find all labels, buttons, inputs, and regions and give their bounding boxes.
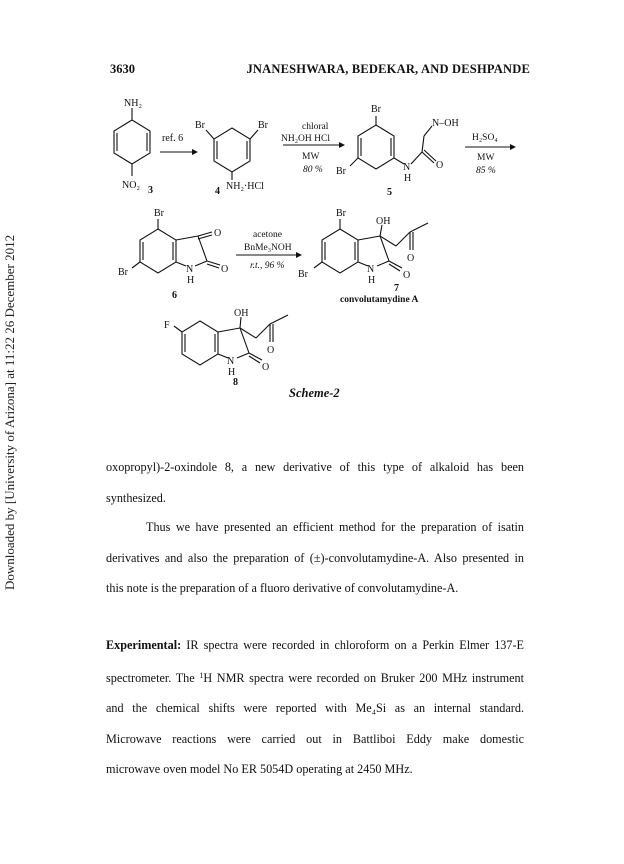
download-note-text: Downloaded by [University of Arizona] at 11:22 26 December 2012 [2,234,17,590]
compound-number-7: 7 [394,283,399,294]
exp-line-1 [106,630,524,661]
compound-3-structure [114,108,150,176]
p2-line-3: this note is the preparation of a fluoro derivative of convolutamydine-A. [106,581,459,595]
label-o-7b: O [403,270,411,281]
label-br-4a: Br [195,120,205,131]
yield-80: 80 % [303,165,323,175]
p1-line-1: oxopropyl)-2-oxindole 8, a new derivative of this type of alkaloid has been [106,460,524,474]
exp-line-2 [106,661,524,694]
compound-4-structure [206,128,258,180]
label-n-7: N [367,264,375,275]
label-br-6a: Br [154,208,164,219]
exp-line-4: Microwave reactions were carried out in Battliboi Eddy make domestic [106,731,524,746]
p1-line-2: synthesized. [106,490,166,505]
reaction-scheme [0,0,624,400]
label-o-8b: O [262,362,270,373]
label-br-5a: Br [371,104,381,115]
p2-line-2: derivatives and also the preparation of (±)-convolutamydine-A. Also presented in [106,550,524,565]
p2-line-1: Thus we have presented an efficient method for the preparation of isatin [146,520,524,534]
label-n-8: N [227,356,235,367]
compound-number-6: 6 [172,290,177,301]
reagent-chloral: chloral [302,122,329,132]
page-number: 3630 [110,62,135,76]
compound-number-4: 4 [215,186,220,197]
label-h-7: H [368,275,376,286]
label-n-6: N [186,264,194,275]
exp-line-2-a: spectrometer. The [106,670,200,685]
exp-line-5: microwave oven model No ER 5054D operating at 2450 MHz. [106,762,413,776]
compound-number-3: 3 [148,185,153,196]
reagent-mw-1: MW [302,152,320,162]
exp-line-1-text: IR spectra were recorded in chloroform on a Perkin Elmer 137-E [181,638,524,652]
label-oh-7: OH [376,216,391,227]
label-h-6: H [187,275,195,286]
compound-number-5: 5 [387,187,392,198]
label-noh: N–OH [432,118,459,129]
label-o-6a: O [214,228,222,239]
compound-5-structure [350,116,436,169]
running-head: JNANESHWARA, BEDEKAR, AND DESHPANDE [246,62,530,76]
exp-superscript: 1 [199,670,204,680]
label-br-6b: Br [118,267,128,278]
label-o-5: O [436,160,444,171]
label-nh2: NH₂ [124,98,142,109]
reagent-bnme3noh: BnMe₃NOH [244,243,292,253]
reagent-acetone: acetone [253,230,283,240]
label-h-5: H [404,173,412,184]
compound-6-structure [132,219,220,273]
label-ref6: ref. 6 [162,133,184,144]
yield-85: 85 % [476,166,496,176]
label-f: F [164,320,170,331]
paragraph-1 [106,452,524,513]
conditions-rt: r.t., 96 % [250,261,285,271]
compound-number-8: 8 [233,377,238,388]
compound-7-name: convolutamydine A [340,295,419,305]
experimental-paragraph [106,630,524,785]
label-n-5: N [403,162,411,173]
label-br-5b: Br [336,166,346,177]
exp-line-2-b: H NMR spectra were recorded on Bruker 200 MHz instrument [203,670,524,685]
label-br-7a: Br [336,208,346,219]
reagent-nh2oh-hcl: NH₂OH HCl [281,134,330,144]
label-nh2hcl: NH₂·HCl [226,181,264,192]
paragraph-2 [106,512,524,604]
label-no2: NO₂ [122,180,140,191]
label-oh-8: OH [234,308,249,319]
label-o-8a: O [267,345,275,356]
label-o-7a: O [407,253,415,264]
reagent-h2so4: H₂SO₄ [472,133,498,143]
scheme-caption: Scheme-2 [289,386,340,400]
label-br-7b: Br [298,269,308,280]
exp-line-3: and the chemical shifts were reported with Me₄Si as an internal standard. [106,701,524,715]
reagent-mw-2: MW [477,153,495,163]
experimental-heading: Experimental: [106,638,182,652]
label-o-6b: O [221,264,229,275]
label-br-4b: Br [258,120,268,131]
label-h-8: H [228,367,236,378]
